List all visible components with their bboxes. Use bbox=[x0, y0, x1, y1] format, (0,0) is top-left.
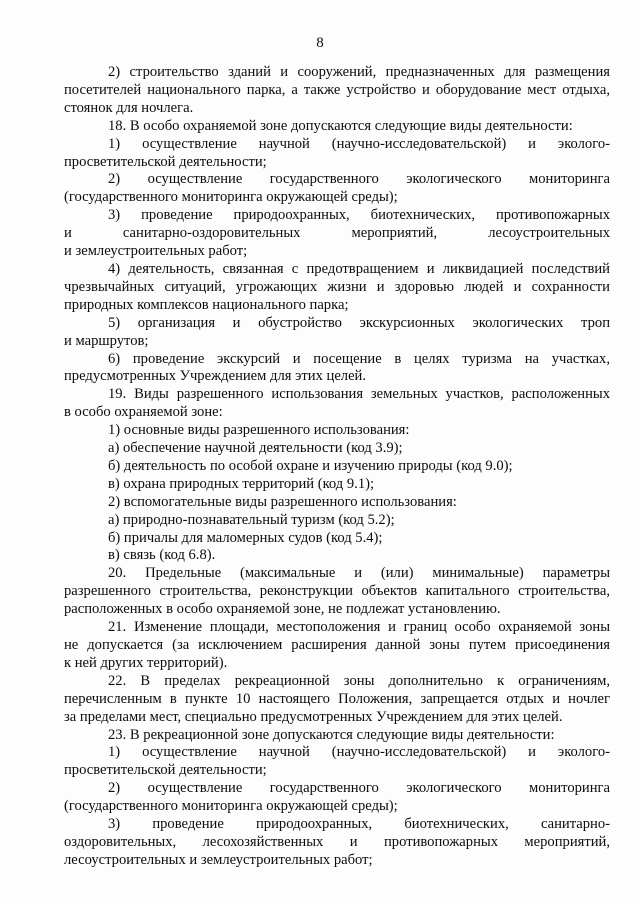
page-number: 8 bbox=[316, 35, 324, 51]
text-line: лесоустроительных и землеустроительных работ; bbox=[64, 851, 373, 868]
text-line: 3) проведение природоохранных, биотехнических, санитарно- bbox=[108, 816, 610, 833]
text-line: и санитарно-оздоровительных мероприятий, лесоустроительных bbox=[64, 225, 610, 242]
text-line: 2) осуществление государственного экологического мониторинга bbox=[108, 171, 610, 188]
text-line: не допускается (за исключением расширения данной зоны путем присоединения bbox=[64, 637, 610, 653]
text-line: 21. Изменение площади, местоположения и границ особо охраняемой зоны bbox=[108, 619, 610, 636]
text-line: б) причалы для маломерных судов (код 5.4); bbox=[108, 529, 383, 546]
text-line: перечисленным в пункте 10 настоящего Положения, запрещается отдых и ночлег bbox=[64, 690, 610, 707]
text-line: 22. В пределах рекреационной зоны дополнительно к ограничениям, bbox=[108, 672, 610, 689]
text-line: (государственного мониторинга окружающей среды); bbox=[64, 798, 398, 815]
text-line: 4) деятельность, связанная с предотвращением и ликвидацией последствий bbox=[108, 260, 610, 277]
text-line: посетителей национального парка, а также устройство и оборудование мест отдыха, bbox=[64, 81, 610, 98]
text-line: а) природно-познавательный туризм (код 5.2); bbox=[108, 511, 395, 528]
text-line: 2) вспомогательные виды разрешенного использования: bbox=[108, 493, 457, 510]
text-line: 2) строительство зданий и сооружений, предназначенных для размещения bbox=[108, 64, 610, 80]
text-line: и землеустроительных работ; bbox=[64, 243, 248, 260]
text-line: расположенных в особо охраняемой зоне, не подлежат установлению. bbox=[64, 601, 501, 618]
document-body bbox=[64, 64, 610, 870]
text-line: природных комплексов национального парка; bbox=[64, 296, 349, 313]
text-line: в особо охраняемой зоне: bbox=[64, 404, 223, 421]
text-line: 1) осуществление научной (научно-исследовательской) и эколого- bbox=[108, 744, 610, 761]
text-line: 1) осуществление научной (научно-исследовательской) и эколого- bbox=[108, 135, 610, 152]
text-line: оздоровительных, лесохозяйственных и противопожарных мероприятий, bbox=[64, 833, 610, 850]
text-line: 2) осуществление государственного экологического мониторинга bbox=[108, 780, 610, 797]
text-line: 19. Виды разрешенного использования земельных участков, расположенных bbox=[108, 386, 610, 403]
text-line: чрезвычайных ситуаций, угрожающих жизни и здоровью людей и сохранности bbox=[64, 278, 610, 295]
text-line: 1) основные виды разрешенного использования: bbox=[108, 422, 410, 439]
text-line: за пределами мест, специально предусмотренных Учреждением для этих целей. bbox=[64, 708, 563, 725]
text-line: 23. В рекреационной зоне допускаются следующие виды деятельности: bbox=[108, 726, 555, 743]
text-line: 5) организация и обустройство экскурсионных экологических троп bbox=[108, 314, 610, 331]
text-line: в) охрана природных территорий (код 9.1); bbox=[108, 475, 375, 492]
text-line: 3) проведение природоохранных, биотехнических, противопожарных bbox=[108, 207, 610, 224]
text-line: стоянок для ночлега. bbox=[64, 99, 194, 116]
text-line: разрешенного строительства, реконструкции объектов капитального строительства, bbox=[64, 583, 610, 600]
text-line: в) связь (код 6.8). bbox=[108, 547, 216, 564]
text-line: просветительской деятельности; bbox=[64, 153, 267, 170]
text-line: 20. Предельные (максимальные и (или) минимальные) параметры bbox=[108, 565, 610, 582]
text-line: 6) проведение экскурсий и посещение в целях туризма на участках, bbox=[108, 350, 610, 367]
text-line: предусмотренных Учреждением для этих целей. bbox=[64, 368, 367, 385]
text-line: а) обеспечение научной деятельности (код 3.9); bbox=[108, 440, 403, 457]
text-line: б) деятельность по особой охране и изучению природы (код 9.0); bbox=[108, 457, 513, 474]
text-line: 18. В особо охраняемой зоне допускаются следующие виды деятельности: bbox=[108, 117, 573, 134]
text-line: (государственного мониторинга окружающей среды); bbox=[64, 189, 398, 206]
text-line: просветительской деятельности; bbox=[64, 762, 267, 779]
text-line: к ней других территорий). bbox=[64, 654, 228, 671]
text-line: и маршрутов; bbox=[64, 332, 149, 349]
